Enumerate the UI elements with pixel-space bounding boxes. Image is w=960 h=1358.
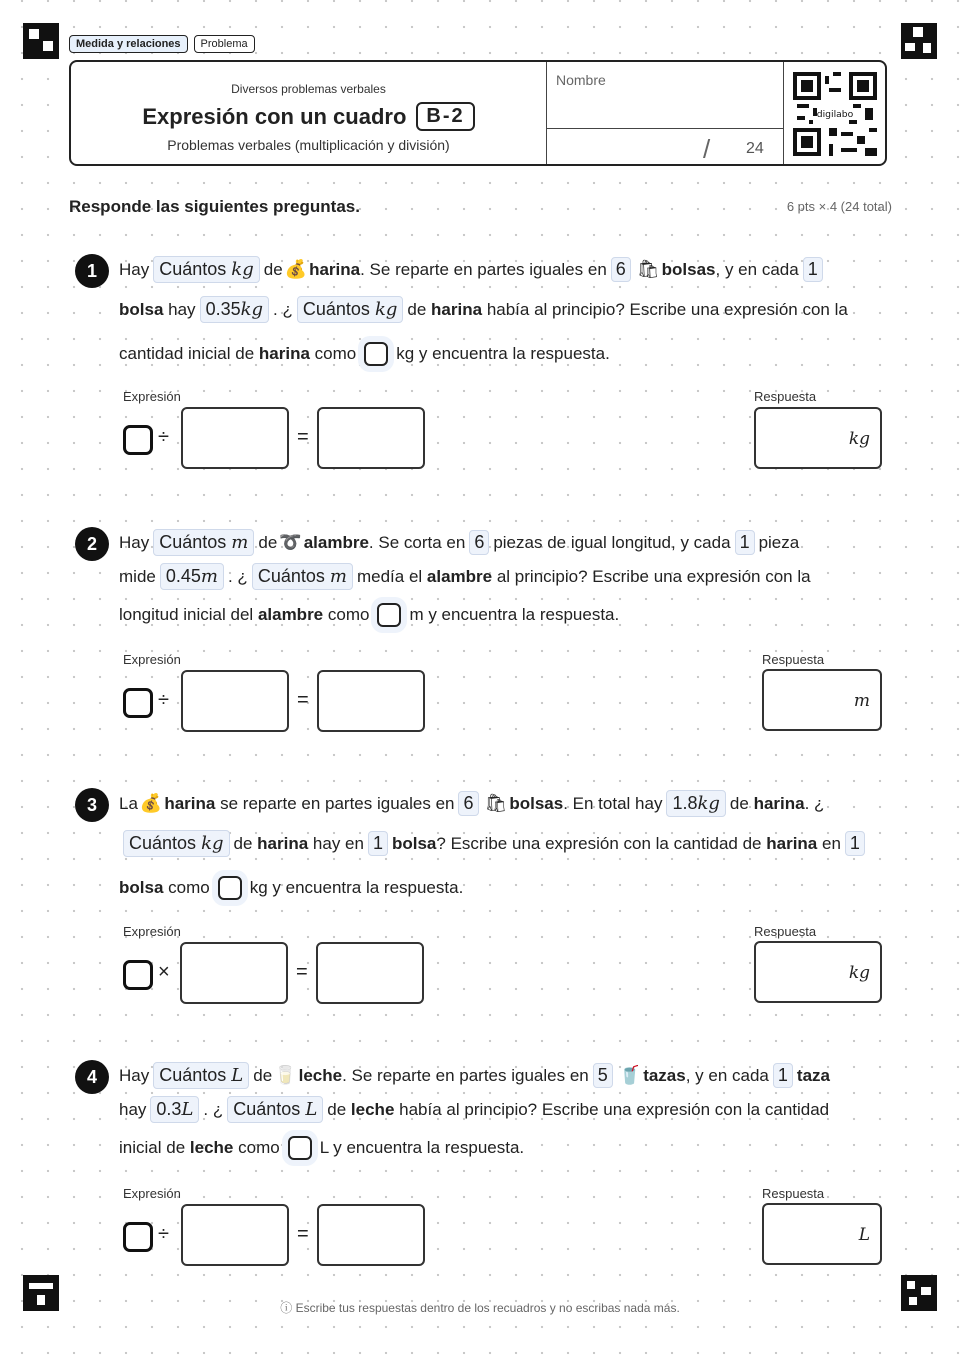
text: . Se corta en	[368, 532, 466, 552]
answer-unit: m	[853, 691, 870, 711]
answer-input-box[interactable]	[762, 1203, 882, 1265]
unit: kg	[201, 833, 224, 854]
worksheet-title-row	[71, 102, 546, 131]
value-pill	[150, 1096, 199, 1123]
expression-label: Expresión	[123, 652, 181, 667]
number-pill: 1	[735, 530, 755, 555]
text: de	[263, 259, 283, 279]
square-symbol	[123, 960, 153, 990]
question-number: 3	[75, 788, 109, 822]
text: se reparte en partes iguales en	[220, 793, 455, 813]
item-word: tazas	[643, 1065, 686, 1085]
type-tag: Problema	[194, 35, 255, 53]
text: . ¿	[227, 566, 248, 586]
text: como	[238, 1138, 280, 1157]
text: . ¿	[273, 299, 293, 319]
question-text-line	[119, 603, 619, 627]
question-number: 1	[75, 254, 109, 288]
text: de	[729, 793, 749, 813]
text: Hay	[119, 259, 150, 279]
operator: ÷	[158, 426, 169, 448]
wire-coil-icon: ➰	[279, 532, 302, 552]
text: de	[258, 532, 278, 552]
answer-unit: kg	[848, 963, 870, 983]
divider	[547, 128, 783, 129]
expression-input-box[interactable]	[180, 942, 288, 1004]
question-text-line	[119, 830, 869, 857]
text: había al principio? Escribe una expresión con la	[486, 299, 848, 319]
item-word: bolsas	[661, 259, 716, 279]
pill-label: Cuántos	[159, 1065, 227, 1085]
text: longitud inicial del	[119, 605, 254, 624]
text: de	[233, 833, 253, 853]
unit: L	[181, 1099, 194, 1120]
pill-label: Cuántos	[129, 833, 197, 853]
text: como	[314, 344, 357, 363]
answer-input-box[interactable]	[754, 941, 882, 1003]
expression-result-box[interactable]	[316, 942, 424, 1004]
item-word: harina	[309, 259, 361, 279]
score-slash: /	[703, 134, 711, 164]
value-pill	[666, 790, 725, 817]
footer-text: Escribe tus respuestas dentro de los recuadros y no escribas nada más.	[295, 1301, 680, 1315]
expression-input-box[interactable]	[181, 1204, 289, 1266]
unit: kg	[374, 299, 398, 320]
square-symbol	[218, 876, 242, 900]
expression-input-box[interactable]	[181, 670, 289, 732]
equals-sign: =	[297, 426, 309, 448]
item-word: bolsa	[391, 833, 437, 853]
operator: ÷	[158, 689, 169, 711]
item-word: taza	[796, 1065, 830, 1085]
number-pill: 6	[611, 257, 631, 282]
title-block	[71, 62, 546, 164]
answer-input-box[interactable]	[762, 669, 882, 731]
item-word: leche	[350, 1099, 395, 1119]
unit: m	[329, 566, 347, 587]
name-field[interactable]	[546, 62, 784, 164]
question-text-line	[119, 563, 811, 590]
equals-sign: =	[297, 689, 309, 711]
question-text-line	[119, 529, 799, 556]
tag-row	[69, 35, 255, 53]
text: ? Escribe una expresión con la cantidad de	[436, 833, 762, 853]
text: , y en cada	[685, 1065, 769, 1085]
value: 0.45	[165, 566, 201, 586]
text: de	[407, 299, 427, 319]
answer-label: Respuesta	[754, 924, 817, 939]
question-text-line	[119, 1136, 524, 1160]
question-text-line	[119, 256, 827, 283]
flour-bag-icon: 💰	[284, 259, 308, 279]
item-word: harina	[164, 793, 216, 813]
item-word: bolsa	[119, 878, 164, 897]
item-word: harina	[753, 793, 805, 813]
worksheet-title: Expresión con un cuadro	[142, 103, 407, 129]
operator: ÷	[158, 1223, 169, 1245]
question-text-line	[119, 342, 610, 366]
number-pill: 1	[368, 831, 388, 856]
square-symbol	[123, 425, 153, 455]
question-text-line	[119, 1062, 830, 1089]
value-pill	[160, 563, 224, 590]
item-word: alambre	[426, 566, 493, 586]
unit: m	[231, 532, 249, 553]
text: m y encuentra la respuesta.	[409, 605, 620, 624]
square-symbol	[377, 603, 401, 627]
text: kg y encuentra la respuesta.	[249, 878, 464, 897]
text: . En total hay	[563, 793, 663, 813]
question-number: 2	[75, 527, 109, 561]
pill-label: Cuántos	[257, 566, 325, 586]
flour-bag-icon: 💰	[139, 793, 163, 813]
bag-icon: 🛍	[484, 793, 508, 813]
value-pill	[200, 296, 269, 323]
item-word: bolsas	[509, 793, 564, 813]
text: de	[253, 1065, 273, 1085]
answer-label: Respuesta	[762, 1186, 825, 1201]
question-text-line	[119, 296, 848, 323]
question-text-line	[119, 1096, 829, 1123]
text: como	[168, 878, 210, 897]
item-word: harina	[766, 833, 818, 853]
item-word: alambre	[303, 532, 369, 552]
text: hay en	[312, 833, 364, 853]
unknown-quantity-pill	[297, 296, 404, 323]
text: medía el	[356, 566, 423, 586]
instructions: Responde las siguientes preguntas.	[69, 197, 360, 216]
item-word: harina	[257, 833, 309, 853]
unit: L	[231, 1065, 244, 1086]
text: cantidad inicial de	[119, 344, 255, 363]
value: 0.35	[205, 299, 241, 319]
expression-label: Expresión	[123, 1186, 181, 1201]
item-word: leche	[189, 1138, 234, 1157]
unknown-quantity-pill	[123, 830, 230, 857]
square-symbol	[123, 1222, 153, 1252]
expression-input-box[interactable]	[181, 407, 289, 469]
text: pieza	[758, 532, 800, 552]
unknown-quantity-pill	[153, 1062, 249, 1089]
unknown-quantity-pill	[227, 1096, 323, 1123]
expression-result-box[interactable]	[317, 670, 425, 732]
item-word: leche	[298, 1065, 343, 1085]
square-symbol	[364, 342, 388, 366]
answer-label: Respuesta	[754, 389, 817, 404]
pill-label: Cuántos	[159, 532, 227, 552]
text: Hay	[119, 1065, 150, 1085]
item-word: alambre	[257, 605, 324, 624]
text: inicial de	[119, 1138, 186, 1157]
answer-label: Respuesta	[762, 652, 825, 667]
unit: kg	[231, 259, 254, 280]
qr-text: digilabo	[816, 109, 854, 121]
square-symbol	[123, 688, 153, 718]
expression-label: Expresión	[123, 389, 181, 404]
unit: L	[305, 1099, 318, 1120]
answer-input-box[interactable]	[754, 407, 882, 469]
question-number: 4	[75, 1060, 109, 1094]
text: había al principio? Escribe una expresión con la cantidad	[399, 1099, 830, 1119]
operator: ×	[158, 961, 170, 983]
expression-label: Expresión	[123, 924, 181, 939]
text: . ¿	[203, 1099, 224, 1119]
text: piezas de igual longitud, y cada	[493, 532, 731, 552]
text: mide	[119, 566, 156, 586]
text: hay	[119, 1099, 147, 1119]
question-text-line	[119, 876, 463, 900]
qr-code-icon	[793, 72, 877, 156]
worksheet-code: B-2	[416, 102, 474, 131]
score-total: 24	[746, 140, 764, 157]
number-pill: 6	[469, 530, 489, 555]
value: 0.3	[156, 1099, 182, 1119]
name-label: Nombre	[556, 72, 606, 88]
text: en	[822, 833, 841, 853]
category-tag: Medida y relaciones	[69, 35, 188, 53]
text: . Se reparte en partes iguales en	[342, 1065, 589, 1085]
number-pill: 5	[593, 1063, 613, 1088]
text: . Se reparte en partes iguales en	[360, 259, 607, 279]
text: kg y encuentra la respuesta.	[396, 344, 610, 363]
number-pill: 1	[773, 1063, 793, 1088]
item-word: harina	[431, 299, 483, 319]
worksheet-category: Problemas verbales (multiplicación y división)	[167, 137, 450, 153]
pill-label: Cuántos	[233, 1099, 301, 1119]
square-symbol	[288, 1136, 312, 1160]
text: La	[119, 793, 138, 813]
equals-sign: =	[296, 961, 308, 983]
text: de	[327, 1099, 347, 1119]
text: , y en cada	[715, 259, 799, 279]
info-icon: ⓘ	[280, 1301, 293, 1315]
expression-result-box[interactable]	[317, 407, 425, 469]
worksheet-header	[69, 60, 887, 166]
text: al principio? Escribe una expresión con la	[496, 566, 811, 586]
number-pill: 1	[845, 831, 865, 856]
unit: kg	[697, 793, 720, 814]
item-word: bolsa	[119, 299, 164, 319]
worksheet-subtitle: Diversos problemas verbales	[231, 82, 386, 96]
equals-sign: =	[297, 1223, 309, 1245]
number-pill: 1	[803, 257, 823, 282]
footer-note	[0, 1299, 960, 1316]
pill-label: Cuántos	[159, 259, 227, 279]
cup-icon: 🥤	[618, 1065, 642, 1085]
item-word: harina	[258, 344, 310, 363]
expression-result-box[interactable]	[317, 1204, 425, 1266]
text: como	[327, 605, 370, 624]
number-pill: 6	[458, 791, 478, 816]
pill-label: Cuántos	[302, 299, 370, 319]
bag-icon: 🛍	[636, 259, 660, 279]
value: 1.8	[672, 793, 698, 813]
question-text-line	[119, 790, 824, 817]
unknown-quantity-pill	[252, 563, 353, 590]
answer-unit: kg	[848, 429, 870, 449]
unknown-quantity-pill	[153, 529, 254, 556]
text: hay	[168, 299, 196, 319]
points-info: 6 pts × 4 (24 total)	[786, 199, 892, 214]
text: . ¿	[804, 793, 825, 813]
unit: m	[200, 566, 218, 587]
text: Hay	[119, 532, 150, 552]
corner-marker-top-right	[901, 23, 937, 59]
unit: kg	[240, 299, 264, 320]
corner-marker-top-left	[23, 23, 59, 59]
unknown-quantity-pill	[153, 256, 260, 283]
text: L y encuentra la respuesta.	[319, 1138, 525, 1157]
answer-unit: L	[858, 1225, 870, 1245]
milk-carton-icon: 🥛	[274, 1065, 297, 1085]
